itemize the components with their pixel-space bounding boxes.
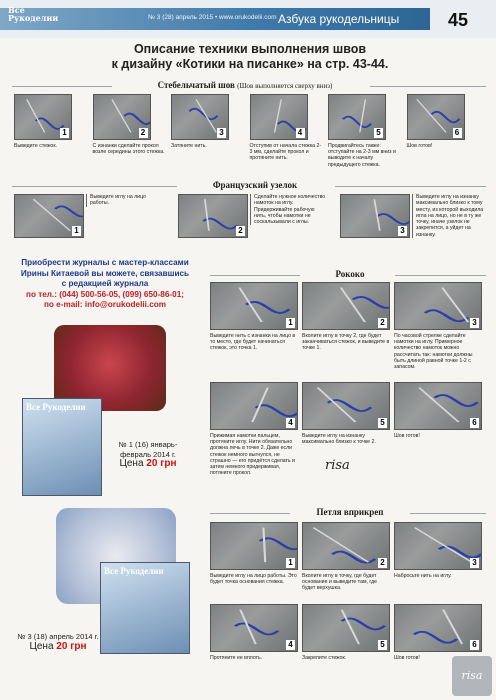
magazine-cover-1 — [22, 398, 102, 496]
step-photo — [328, 94, 386, 140]
step-number: 1 — [60, 128, 69, 138]
step-caption: Выведите иглу на лицо работы. — [86, 194, 164, 207]
lazy-daisy-heading: Петля вприкреп — [316, 507, 384, 517]
ad-line: Приобрести журналы с мастер-классами — [21, 258, 189, 267]
thread-drawing — [211, 523, 297, 569]
needle-line — [342, 610, 359, 645]
step-photo — [302, 604, 390, 652]
thread-line — [343, 117, 371, 128]
needle-line — [196, 99, 216, 132]
needle-line — [239, 288, 261, 323]
step-caption: Шов готов! — [394, 433, 420, 439]
thread-line — [124, 114, 150, 125]
step-caption: Выведите нить с изнанки на лицо в то место, где будет начинаться стежок, это точка 1. — [210, 333, 296, 352]
step-photo — [210, 382, 298, 430]
step-number: 6 — [470, 640, 479, 650]
needle-line — [443, 610, 462, 645]
step-caption: Шов готов! — [394, 655, 420, 661]
step-caption: По часовой стрелке сделайте намотки на иглу. Примерное количество намоток можно рассчитать так: намотки должны быть длиной равной точке 1-2 с запасом. — [394, 333, 473, 371]
step-caption: Закрепите стежок. — [302, 655, 347, 661]
step-photo — [302, 282, 390, 330]
step-number: 4 — [286, 640, 295, 650]
step-caption: Выведите стежок. — [14, 143, 58, 149]
thread-drawing — [395, 523, 481, 569]
divider — [12, 86, 112, 87]
step-number: 6 — [470, 418, 479, 428]
step-number: 6 — [453, 128, 462, 138]
divider — [12, 186, 177, 187]
step-number: 2 — [236, 226, 245, 236]
thread-line — [260, 538, 297, 549]
page-title — [60, 42, 440, 72]
step-caption: Выведите иглу на изнанку максимально близко к тому месту, из которой выходила игла на лицо, но не в ту же точку, иначе узелок не закрепится, а уйдет на изнанку. — [412, 194, 490, 238]
divider — [210, 513, 290, 514]
page-header — [0, 0, 496, 38]
step-photo — [394, 604, 482, 652]
logo-top: Все — [8, 5, 25, 15]
issue-info: № 3 (28) апрель 2015 • www.orukodelii.com — [148, 14, 277, 21]
step-photo — [14, 94, 72, 140]
step-number: 1 — [286, 558, 295, 568]
step-number: 3 — [217, 128, 226, 138]
ad-email[interactable]: по e-mail: info@orukodelii.com — [43, 300, 167, 309]
step-photo — [210, 522, 298, 570]
step-photo — [210, 282, 298, 330]
step-caption: Сделайте нужное количество намоток на иглу. Придерживайте рабочую нить, чтобы намотки не соскальзывали с иглы. — [250, 194, 328, 225]
rococo-heading: Рококо — [335, 269, 365, 279]
needle-line — [111, 99, 130, 132]
french-heading: Французский узелок — [212, 180, 298, 190]
title-line-2: к дизайну «Котики на писанке» на стр. 43-44. — [111, 57, 389, 71]
magazine-cover-2 — [100, 562, 190, 654]
thread-drawing — [395, 383, 481, 429]
price-label: Цена — [119, 458, 144, 469]
thread-drawing — [303, 523, 389, 569]
divider — [370, 86, 486, 87]
step-caption: Набросьте нить на иглу. — [394, 573, 452, 579]
thread-drawing — [395, 283, 481, 329]
divider — [210, 275, 300, 276]
needle-line — [313, 528, 368, 563]
step-photo — [93, 94, 151, 140]
needle-line — [416, 99, 445, 132]
issue-label: № 1 (16) январь-февраль 2014 г. — [118, 440, 178, 459]
stem-heading-text: Стебельчатый шов — [157, 80, 235, 90]
subscription-ad — [8, 250, 198, 695]
signature-mark: risa — [325, 458, 350, 473]
needle-line — [33, 199, 70, 231]
thread-drawing — [211, 283, 297, 329]
step-number: 3 — [470, 558, 479, 568]
step-number: 5 — [378, 640, 387, 650]
thread-line — [353, 297, 389, 308]
thread-line — [435, 395, 478, 406]
step-caption: Затяните нить. — [171, 143, 207, 149]
step-photo — [210, 604, 298, 652]
thread-line — [256, 405, 297, 416]
step-number: 2 — [378, 318, 387, 328]
step-number: 1 — [72, 226, 81, 236]
needle-line — [419, 388, 459, 423]
step-number: 2 — [378, 558, 387, 568]
step-photo — [178, 194, 248, 238]
price-value: 20 грн — [56, 640, 87, 652]
magazine-cover-title: Все Рукоделии — [26, 402, 86, 412]
watermark-logo: risa — [452, 656, 492, 696]
divider — [410, 513, 486, 514]
thread-line — [425, 310, 468, 321]
step-number: 5 — [374, 128, 383, 138]
step-caption: Отступив от начала стежка 2-3 мм, сделайте прокол и протяните нить. — [249, 143, 322, 162]
divider — [395, 275, 486, 276]
step-caption: Прижимая намотки пальцем, протяните иглу. Нити обязательно должна лечь в точке 2. Даже если стежок немного выгнулся, не страшно — его придётся сделать и затем немного придерживая, потяните прокол. — [210, 433, 295, 477]
step-photo — [394, 382, 482, 430]
needle-line — [27, 99, 45, 132]
step-photo — [14, 194, 84, 238]
thread-drawing — [395, 605, 481, 651]
step-caption: Выведите иглу на изнанку максимально близко к точке 2. — [302, 433, 376, 446]
ad-line: с редакцией журнала — [61, 279, 149, 288]
step-photo — [394, 522, 482, 570]
step-caption: Вколите иглу в точку, где будет основание и выведите там, где будет верхушка. — [302, 573, 377, 592]
price-block-1 — [106, 440, 190, 469]
needle-line — [415, 528, 472, 563]
thread-line — [377, 214, 409, 224]
ad-phone: по тел.: (044) 500-56-05, (099) 650-86-01; — [26, 289, 184, 299]
page-number: 45 — [448, 10, 469, 30]
magazine-logo — [8, 6, 58, 22]
title-line-1: Описание техники выполнения швов — [133, 42, 367, 56]
step-caption: Продвигайтесь также: отступайте на 2-3 мм вниз и выводите к началу предыдущего стежка. — [328, 143, 396, 168]
divider — [335, 186, 486, 187]
step-number: 1 — [286, 318, 295, 328]
thread-line — [414, 632, 457, 643]
step-photo — [407, 94, 465, 140]
thread-line — [235, 623, 278, 634]
step-caption: Шов готов! — [406, 143, 433, 149]
step-photo — [302, 522, 390, 570]
thread-drawing — [303, 383, 389, 429]
step-number: 5 — [378, 418, 387, 428]
needle-line — [274, 99, 281, 132]
needle-line — [263, 528, 265, 563]
step-number: 4 — [286, 418, 295, 428]
thread-line — [328, 400, 371, 411]
step-caption: Протяните ее вплоть. — [210, 655, 263, 661]
thread-drawing — [211, 383, 297, 429]
needle-line — [341, 288, 365, 323]
step-photo — [340, 194, 410, 238]
thread-drawing — [303, 605, 389, 651]
step-caption: Вколите иглу в точку 2, где будет заканчиваться стежок, и выведите в точке 1. — [302, 333, 390, 352]
price-label: Цена — [29, 640, 54, 652]
thread-drawing — [303, 283, 389, 329]
price-value: 20 грн — [146, 458, 177, 469]
step-photo — [171, 94, 229, 140]
price-block-2 — [16, 632, 100, 651]
step-photo — [394, 282, 482, 330]
thread-drawing — [211, 605, 297, 651]
stem-note: (Шов выполняется сверху вниз) — [237, 82, 333, 90]
thread-line — [55, 206, 83, 216]
stem-heading — [120, 80, 370, 90]
step-number: 3 — [398, 226, 407, 236]
needle-line — [205, 199, 209, 231]
ad-line: Ирины Китаевой вы можете, связавшись — [20, 268, 190, 278]
issue-label: № 3 (18) апрель 2014 г. — [17, 632, 99, 641]
step-photo — [250, 94, 308, 140]
step-photo — [302, 382, 390, 430]
step-number: 4 — [296, 128, 305, 138]
ad-text — [14, 258, 196, 311]
magazine-cover-title: Все Рукоделии — [104, 566, 164, 576]
step-caption: С изнанки сделайте прокол возле середины этого стежка. — [92, 143, 165, 156]
rubric-title: Азбука рукодельницы — [278, 12, 400, 26]
step-number: 3 — [470, 318, 479, 328]
logo-bottom: Рукоделии — [8, 13, 59, 23]
step-number: 2 — [139, 128, 148, 138]
step-caption: Выведите иглу на лицо работы. Это будет точка основания стежка. — [210, 573, 297, 586]
